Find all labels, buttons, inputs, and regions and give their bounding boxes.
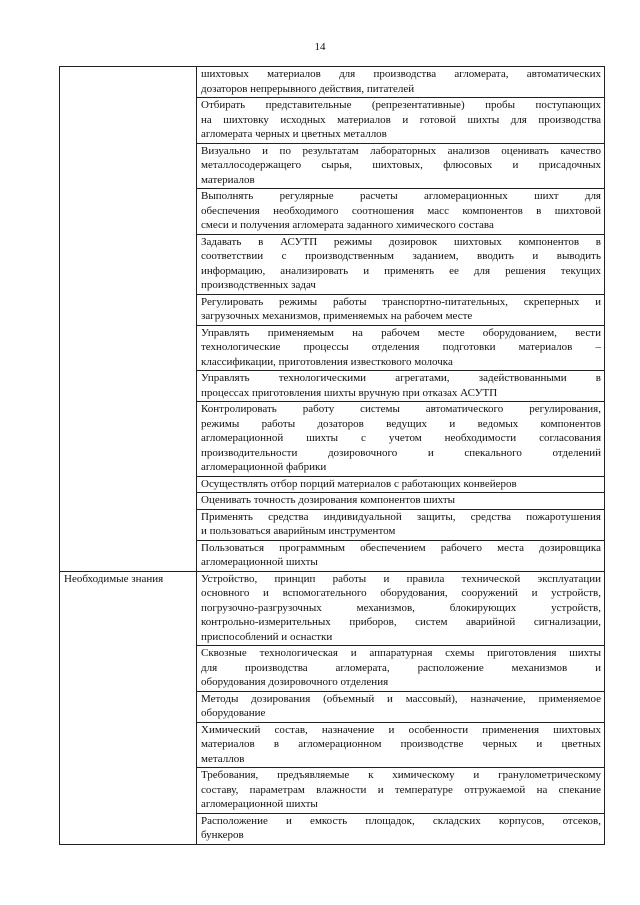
cell-line: Устройство, принцип работы и правила технической эксплуатации xyxy=(201,572,601,585)
cell-line: Управлять технологическими агрегатами, задействованными в xyxy=(201,372,601,384)
cell-line: Контролировать работу системы автоматического регулирования, xyxy=(201,403,601,415)
cell-line: загрузочных механизмов, применяемых на рабочем месте xyxy=(201,310,473,322)
table-cell-text xyxy=(197,509,605,540)
table-cell-text xyxy=(197,143,605,189)
cell-line: агломерационной шихты с учетом необходимости согласования xyxy=(201,432,601,444)
table-cell-text xyxy=(197,540,605,571)
cell-line: бункеров xyxy=(201,829,244,841)
cell-line: Отбирать представительные (репрезентативные) пробы поступающих xyxy=(201,99,601,111)
cell-line: Химический состав, назначение и особенности применения шихтовых xyxy=(201,723,601,736)
cell-line: технологические процессы отделения подготовки материалов – xyxy=(201,341,601,353)
cell-line: для производства агломерата, расположение механизмов и xyxy=(201,661,601,674)
cell-line: Выполнять регулярные расчеты агломерационных шихт для xyxy=(201,190,601,202)
cell-line: оборудования дозировочного отделения xyxy=(201,676,389,688)
cell-line: классификации, приготовления известкового молочка xyxy=(201,355,453,368)
cell-line: агломерационной фабрики xyxy=(201,461,327,473)
table-cell-text xyxy=(197,325,605,371)
cell-line: погрузочно-разгрузочных механизмов, блокирующих устройств, xyxy=(201,601,601,614)
cell-line: Применять средства индивидуальной защиты, средства пожаротушения xyxy=(201,510,601,523)
table-cell-text xyxy=(197,571,605,646)
cell-line: производительности дозировочного и спекального отделений xyxy=(201,446,601,459)
table-cell-text xyxy=(197,189,605,235)
cell-line: обеспечения необходимого соотношения масс компонентов в шихтовой xyxy=(201,204,601,217)
cell-line: материалов xyxy=(201,173,255,186)
table-cell-text xyxy=(197,234,605,294)
table-cell-text xyxy=(197,98,605,144)
cell-line: Сквозные технологическая и аппаратурная схемы приготовления шихты xyxy=(201,647,601,659)
cell-line: информацию, анализировать и применять ее для решения текущих xyxy=(201,264,601,277)
cell-line: Визуально и по результатам лабораторных анализов оценивать качество xyxy=(201,144,601,157)
cell-line: Оценивать точность дозирования компонентов шихты xyxy=(201,494,456,506)
cell-line: контрольно-измерительных приборов, систем аварийной сигнализации, xyxy=(201,616,601,628)
table-cell-text xyxy=(197,294,605,325)
table-cell-text xyxy=(197,402,605,477)
cell-line: Требования, предъявляемые к химическому и гранулометрическому xyxy=(201,769,601,781)
table-cell-text xyxy=(197,67,605,98)
cell-line: Осуществлять отбор порций материалов с работающих конвейеров xyxy=(201,477,517,490)
section-label-empty xyxy=(60,67,197,572)
cell-line: металлов xyxy=(201,752,245,765)
cell-line: основного и вспомогательного оборудования, сооружений и устройств, xyxy=(201,587,601,599)
cell-line: Регулировать режимы работы транспортно-питательных, скреперных и xyxy=(201,295,601,308)
table-cell-text xyxy=(197,371,605,402)
cell-line: Методы дозирования (объемный и массовый), назначение, применяемое xyxy=(201,692,601,705)
page-number: 14 xyxy=(314,41,326,53)
cell-line: режимы работы дозаторов ведущих и ведомых компонентов xyxy=(201,417,601,430)
cell-line: агломерата черных и цветных металлов xyxy=(201,128,387,140)
cell-line: процессах приготовления шихты вручную при отказах АСУТП xyxy=(201,386,498,399)
table-cell-text xyxy=(197,813,605,844)
requirements-table-body xyxy=(60,67,605,845)
cell-line: агломерационной шихты xyxy=(201,798,318,810)
table-row xyxy=(60,571,605,646)
cell-line: Задавать в АСУТП режимы дозировок шихтовых компонентов в xyxy=(201,235,601,248)
cell-line: Управлять применяемым на рабочем месте оборудованием, вести xyxy=(201,326,601,339)
table-cell-text xyxy=(197,493,605,510)
section-label-knowledge: Необходимые знания xyxy=(60,571,197,844)
cell-line: материалов в агломерационном производстве черных и цветных xyxy=(201,738,601,750)
cell-line: Расположение и емкость площадок, складских корпусов, отсеков, xyxy=(201,814,601,827)
cell-line: шихтовых материалов для производства агломерата, автоматических xyxy=(201,68,601,80)
table-cell-text xyxy=(197,646,605,692)
cell-line: производственных задач xyxy=(201,279,316,291)
cell-line: агломерационной шихты xyxy=(201,556,318,568)
cell-line: дозаторов непрерывного действия, питателей xyxy=(201,82,415,95)
cell-line: смеси и получения агломерата заданного химического состава xyxy=(201,219,494,231)
requirements-table xyxy=(59,66,605,845)
cell-line: на шихтовку исходных материалов и готовой шихты для производства xyxy=(201,113,601,126)
cell-line: приспособлений и оснастки xyxy=(201,630,333,643)
cell-line: оборудование xyxy=(201,707,266,719)
cell-line: и пользоваться аварийным инструментом xyxy=(201,525,396,537)
table-cell-text xyxy=(197,768,605,814)
table-row xyxy=(60,67,605,98)
cell-line: металлосодержащего сырья, шихтовых, флюсовых и присадочных xyxy=(201,159,601,171)
table-cell-text xyxy=(197,476,605,493)
cell-line: Пользоваться программным обеспечением рабочего места дозировщика xyxy=(201,541,601,554)
cell-line: соответствии с производственным заданием, вводить и выводить xyxy=(201,250,601,262)
table-cell-text xyxy=(197,722,605,768)
table-cell-text xyxy=(197,691,605,722)
cell-line: составу, параметрам влажности и температуре отгружаемой на спекание xyxy=(201,783,601,796)
